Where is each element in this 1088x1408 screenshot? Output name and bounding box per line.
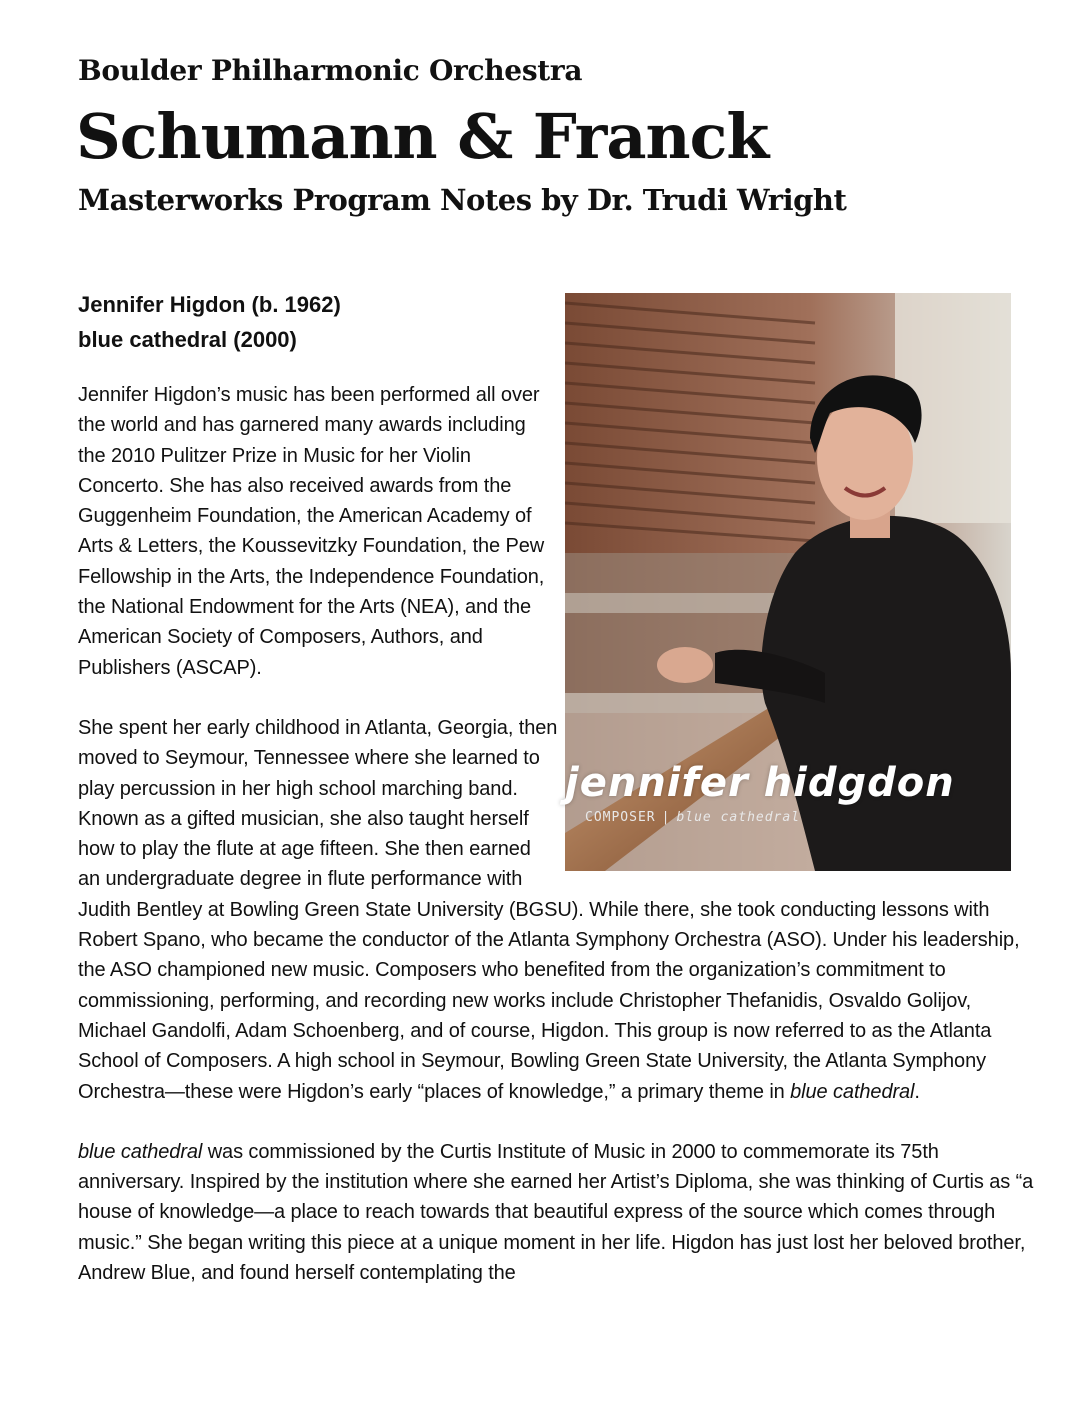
page-title: Schumann & Franck [76, 100, 769, 173]
photo-work: blue cathedral [676, 810, 801, 825]
photo-name-overlay: jennifer hidgdon [565, 760, 955, 806]
paragraph-3 [78, 1137, 1038, 1288]
program-notes-body [78, 380, 1038, 1318]
page-subtitle: Masterworks Program Notes by Dr. Trudi Wright [78, 183, 847, 217]
organization-name: Boulder Philharmonic Orchestra [78, 54, 583, 87]
paragraph-2-end: . [914, 1080, 920, 1103]
paragraph-2-work-title: blue cathedral [790, 1080, 915, 1103]
paragraph-3-text: was commissioned by the Curtis Institute of Music in 2000 to commemorate its 75th anniversary. Inspired by the institution where she earned her Artist’s Diploma, she was thinking of Curtis as “a house of knowledge—a place to reach towards that beautiful express of the source which comes through music.” She began writing this piece at a unique moment in her life. Higdon has just lost her beloved brother, Andrew Blue, and found herself contemplating the [78, 1140, 1034, 1285]
photo-separator: | [661, 810, 671, 825]
paragraph-2-text: She spent her early childhood in Atlanta, Georgia, then moved to Seymour, Tennessee where she learned to play percussion in her high school marching band. Known as a gifted musician, she also taught herself how to play the flute at age fifteen. She then earned an undergraduate degree in flute performance with Judith Bentley at Bowling Green State University (BGSU). While there, she took conducting lessons with Robert Spano, who became the conductor of the Atlanta Symphony Orchestra (ASO). Under his leadership, the ASO championed new music. Composers who benefited from the organization’s commitment to commissioning, performing, and recording new works include Christopher Thefanidis, Osvaldo Golijov, Michael Gandolfi, Adam Schoenberg, and of course, Higdon. This group is now referred to as the Atlanta School of Composers. A high school in Seymour, Bowling Green State University, the Atlanta Symphony Orchestra—these were Higdon’s early “places of knowledge,” a primary theme in [78, 716, 1020, 1103]
paragraph-3-work-title: blue cathedral [78, 1140, 203, 1163]
paragraph-1: Jennifer Higdon’s music has been performed all over the world and has garnered many awards including the 2010 Pulitzer Prize in Music for her Violin Concerto. She has also received awards from the Guggenheim Foundation, the American Academy of Arts & Letters, the Koussevitzky Foundation, the Pew Fellowship in the Arts, the Independence Foundation, the National Endowment for the Arts (NEA), and the American Society of Composers, Authors, and Publishers (ASCAP). [78, 384, 545, 679]
work-heading: blue cathedral (2000) [78, 327, 297, 352]
photo-role: COMPOSER [585, 810, 656, 825]
composer-heading: Jennifer Higdon (b. 1962) [78, 292, 341, 317]
